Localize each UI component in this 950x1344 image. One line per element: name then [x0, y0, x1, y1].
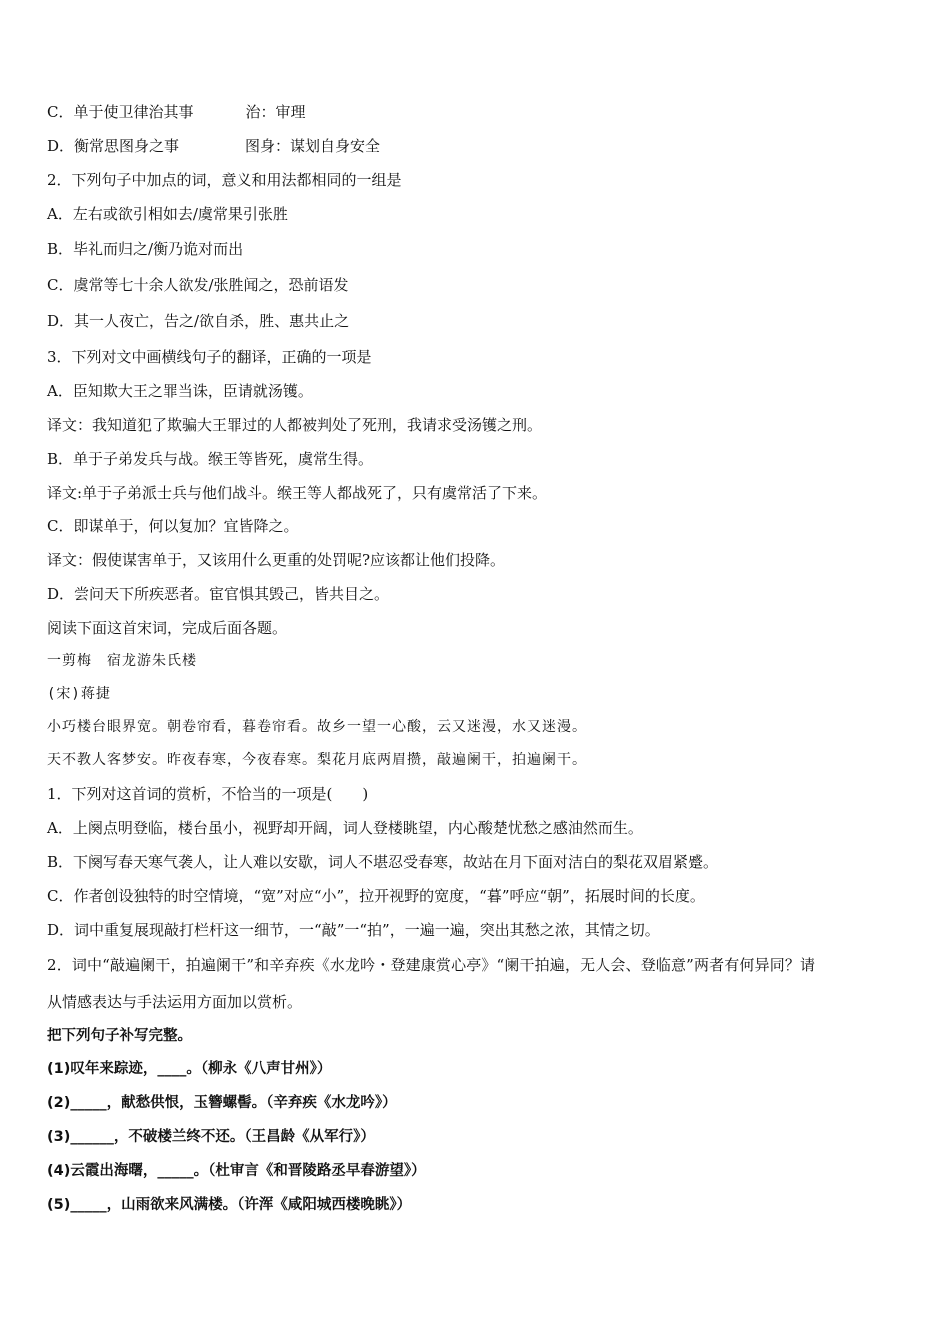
- poem-q1-option-d: D．词中重复展现敲打栏杆这一细节，一“敲”一“拍”，一遍一遍，突出其愁之浓，其情之切。: [47, 921, 660, 939]
- poem-title: 一剪梅 宿龙游朱氏楼: [47, 653, 197, 669]
- poem-question-2-continued: 从情感表达与手法运用方面加以赏析。: [47, 993, 303, 1011]
- q3-option-a: A．臣知欺大王之罪当诛，臣请就汤镬。: [47, 382, 313, 400]
- poem-q1-option-b: B．下阕写春天寒气袭人，让人难以安歇，词人不堪忍受春寒，故站在月下面对洁白的梨花双眉紧蹙。: [47, 853, 719, 871]
- option-c-row: [47, 102, 306, 122]
- poem-section-intro: 阅读下面这首宋词，完成后面各题。: [47, 619, 288, 637]
- option-c-text: C．单于使卫律治其事: [47, 103, 194, 121]
- q2-option-b: B．毕礼而归之/衡乃诡对而出: [47, 240, 244, 258]
- poem-author: (宋)蒋捷: [47, 686, 111, 702]
- poem-question-2-stem: 2．词中“敲遍阑干，拍遍阑干”和辛弃疾《水龙吟・登建康赏心亭》“阑干拍遍，无人会、登临意”两者有何异同？请: [47, 956, 816, 974]
- poem-stanza-2: 天不教人客梦安。昨夜春寒，今夜春寒。梨花月底两眉攒，敲遍阑干，拍遍阑干。: [47, 752, 587, 768]
- option-d-gloss: 图身：谋划自身安全: [245, 137, 381, 155]
- poem-q1-option-a: A．上阕点明登临，楼台虽小，视野却开阔，词人登楼眺望，内心酸楚忧愁之感油然而生。: [47, 819, 643, 837]
- q3-option-b-translation: 译文:单于子弟派士兵与他们战斗。缑王等人都战死了，只有虞常活了下来。: [47, 484, 548, 502]
- option-d-row: [47, 136, 380, 156]
- fill-in-item-2: (2)_____，献愁供恨，玉簪螺髻。（辛弃疾《水龙吟》）: [47, 1095, 397, 1111]
- option-d-text: D．衡常思图身之事: [47, 137, 180, 155]
- fill-in-item-5: (5)_____，山雨欲来风满楼。（许浑《咸阳城西楼晚眺》）: [47, 1197, 412, 1213]
- fill-in-item-3: (3)______，不破楼兰终不还。（王昌龄《从军行》）: [47, 1129, 375, 1145]
- fill-in-item-1: (1)叹年来踪迹，____。（柳永《八声甘州》）: [47, 1061, 332, 1077]
- q3-option-c: C．即谋单于，何以复加？宜皆降之。: [47, 517, 299, 535]
- q3-option-c-translation: 译文：假使谋害单于，又该用什么更重的处罚呢?应该都让他们投降。: [47, 551, 506, 569]
- poem-q1-option-c: C．作者创设独特的时空情境，“宽”对应“小”，拉开视野的宽度，“暮”呼应“朝”，拓展时间的长度。: [47, 887, 705, 905]
- poem-question-1-stem: 1．下列对这首词的赏析，不恰当的一项是( ): [47, 785, 369, 803]
- q3-option-a-translation: 译文：我知道犯了欺骗大王罪过的人都被判处了死刑，我请求受汤镬之刑。: [47, 416, 543, 434]
- question-2-stem: 2．下列句子中加点的词，意义和用法都相同的一组是: [47, 171, 402, 189]
- q3-option-d: D．尝问天下所疾恶者。宦官惧其毁己，皆共目之。: [47, 585, 390, 603]
- q2-option-c: C．虞常等七十余人欲发/张胜闻之，恐前语发: [47, 276, 349, 294]
- q3-option-b: B．单于子弟发兵与战。缑王等皆死，虞常生得。: [47, 450, 374, 468]
- question-3-stem: 3．下列对文中画横线句子的翻译，正确的一项是: [47, 348, 372, 366]
- q2-option-a: A．左右或欲引相如去/虞常果引张胜: [47, 205, 288, 223]
- fill-in-heading: 把下列句子补写完整。: [47, 1028, 192, 1044]
- poem-stanza-1: 小巧楼台眼界宽。朝卷帘看，暮卷帘看。故乡一望一心酸，云又迷漫，水又迷漫。: [47, 719, 587, 735]
- option-c-gloss: 治：审理: [245, 103, 306, 121]
- fill-in-item-4: (4)云霞出海曙，_____。（杜审言《和晋陵路丞早春游望》）: [47, 1163, 426, 1179]
- q2-option-d: D．其一人夜亡，告之/欲自杀，胜、惠共止之: [47, 312, 350, 330]
